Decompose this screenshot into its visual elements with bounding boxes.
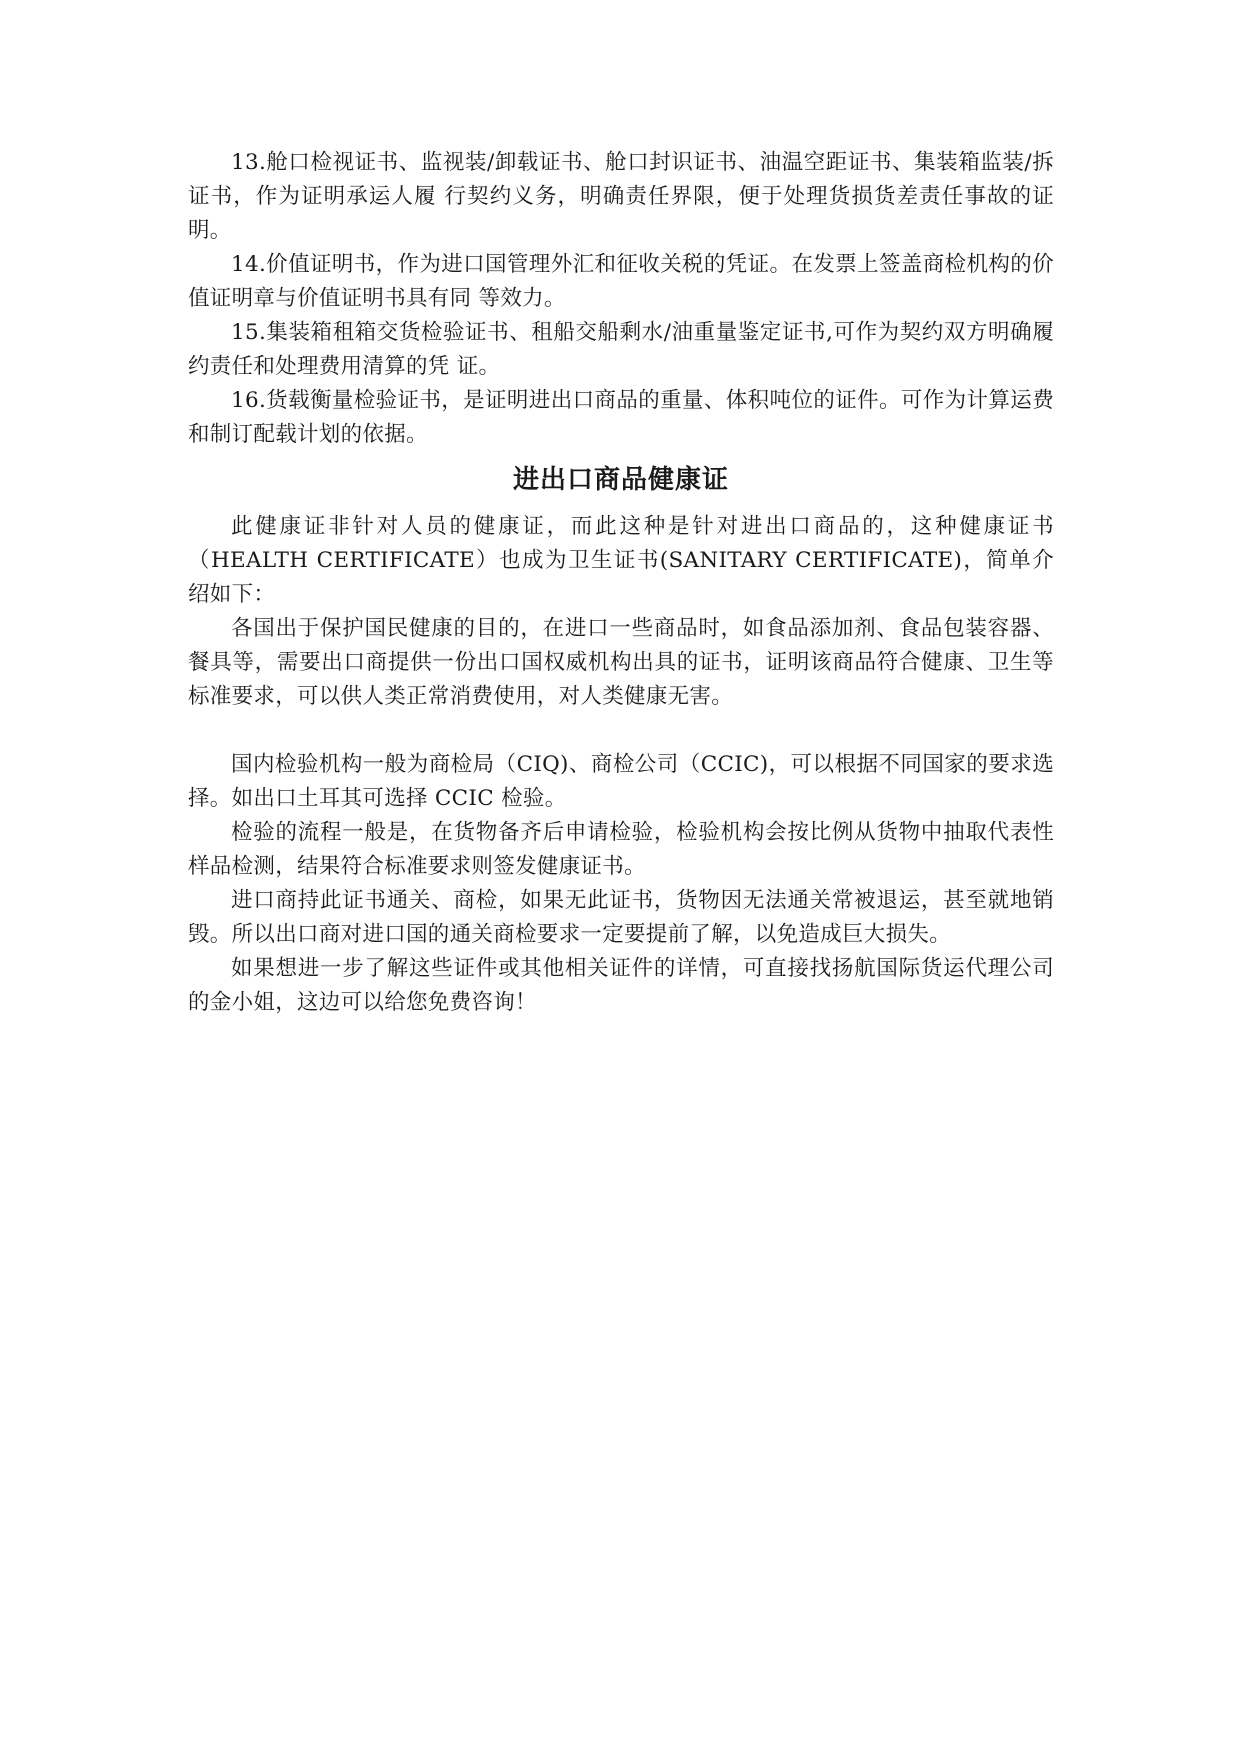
paragraph-intro: 此健康证非针对人员的健康证，而此这种是针对进出口商品的，这种健康证书（HEALTH CERTIFICATE）也成为卫生证书(SANITARY CERTIFICATE)，简单介绍如下：	[188, 514, 1054, 607]
paragraph-importer-requirements: 进口商持此证书通关、商检，如果无此证书，货物因无法通关常被退运，甚至就地销毁。所以出口商对进口国的通关商检要求一定要提前了解，以免造成巨大损失。	[188, 888, 1054, 947]
paragraph-contact: 如果想进一步了解这些证件或其他相关证件的详情，可直接找扬航国际货运代理公司的金小姐，这边可以给您免费咨询！	[188, 956, 1054, 1015]
paragraph-item-16: 16.货载衡量检验证书，是证明进出口商品的重量、体积吨位的证件。可作为计算运费和制订配载计划的依据。	[188, 388, 1054, 447]
paragraph-inspection-process: 检验的流程一般是，在货物备齐后申请检验，检验机构会按比例从货物中抽取代表性样品检测，结果符合标准要求则签发健康证书。	[188, 820, 1054, 879]
paragraph-item-14: 14.价值证明书，作为进口国管理外汇和征收关税的凭证。在发票上签盖商检机构的价值证明章与价值证明书具有同 等效力。	[188, 252, 1054, 311]
paragraph-item-13: 13.舱口检视证书、监视装/卸载证书、舱口封识证书、油温空距证书、集装箱监装/拆证书，作为证明承运人履 行契约义务，明确责任界限，便于处理货损货差责任事故的证明。	[188, 150, 1054, 243]
blank-line	[188, 714, 1054, 748]
paragraph-purpose: 各国出于保护国民健康的目的，在进口一些商品时，如食品添加剂、食品包装容器、餐具等，需要出口商提供一份出口国权威机构出具的证书，证明该商品符合健康、卫生等标准要求，可以供人类正常消费使用，对人类健康无害。	[188, 616, 1054, 709]
paragraph-inspection-agencies: 国内检验机构一般为商检局（CIQ)、商检公司（CCIC)，可以根据不同国家的要求选择。如出口土耳其可选择 CCIC 检验。	[188, 752, 1054, 811]
paragraph-item-15: 15.集装箱租箱交货检验证书、租船交船剩水/油重量鉴定证书,可作为契约双方明确履约责任和处理费用清算的凭 证。	[188, 320, 1054, 379]
section-title: 进出口商品健康证	[512, 465, 729, 495]
document-page	[188, 146, 1054, 1020]
